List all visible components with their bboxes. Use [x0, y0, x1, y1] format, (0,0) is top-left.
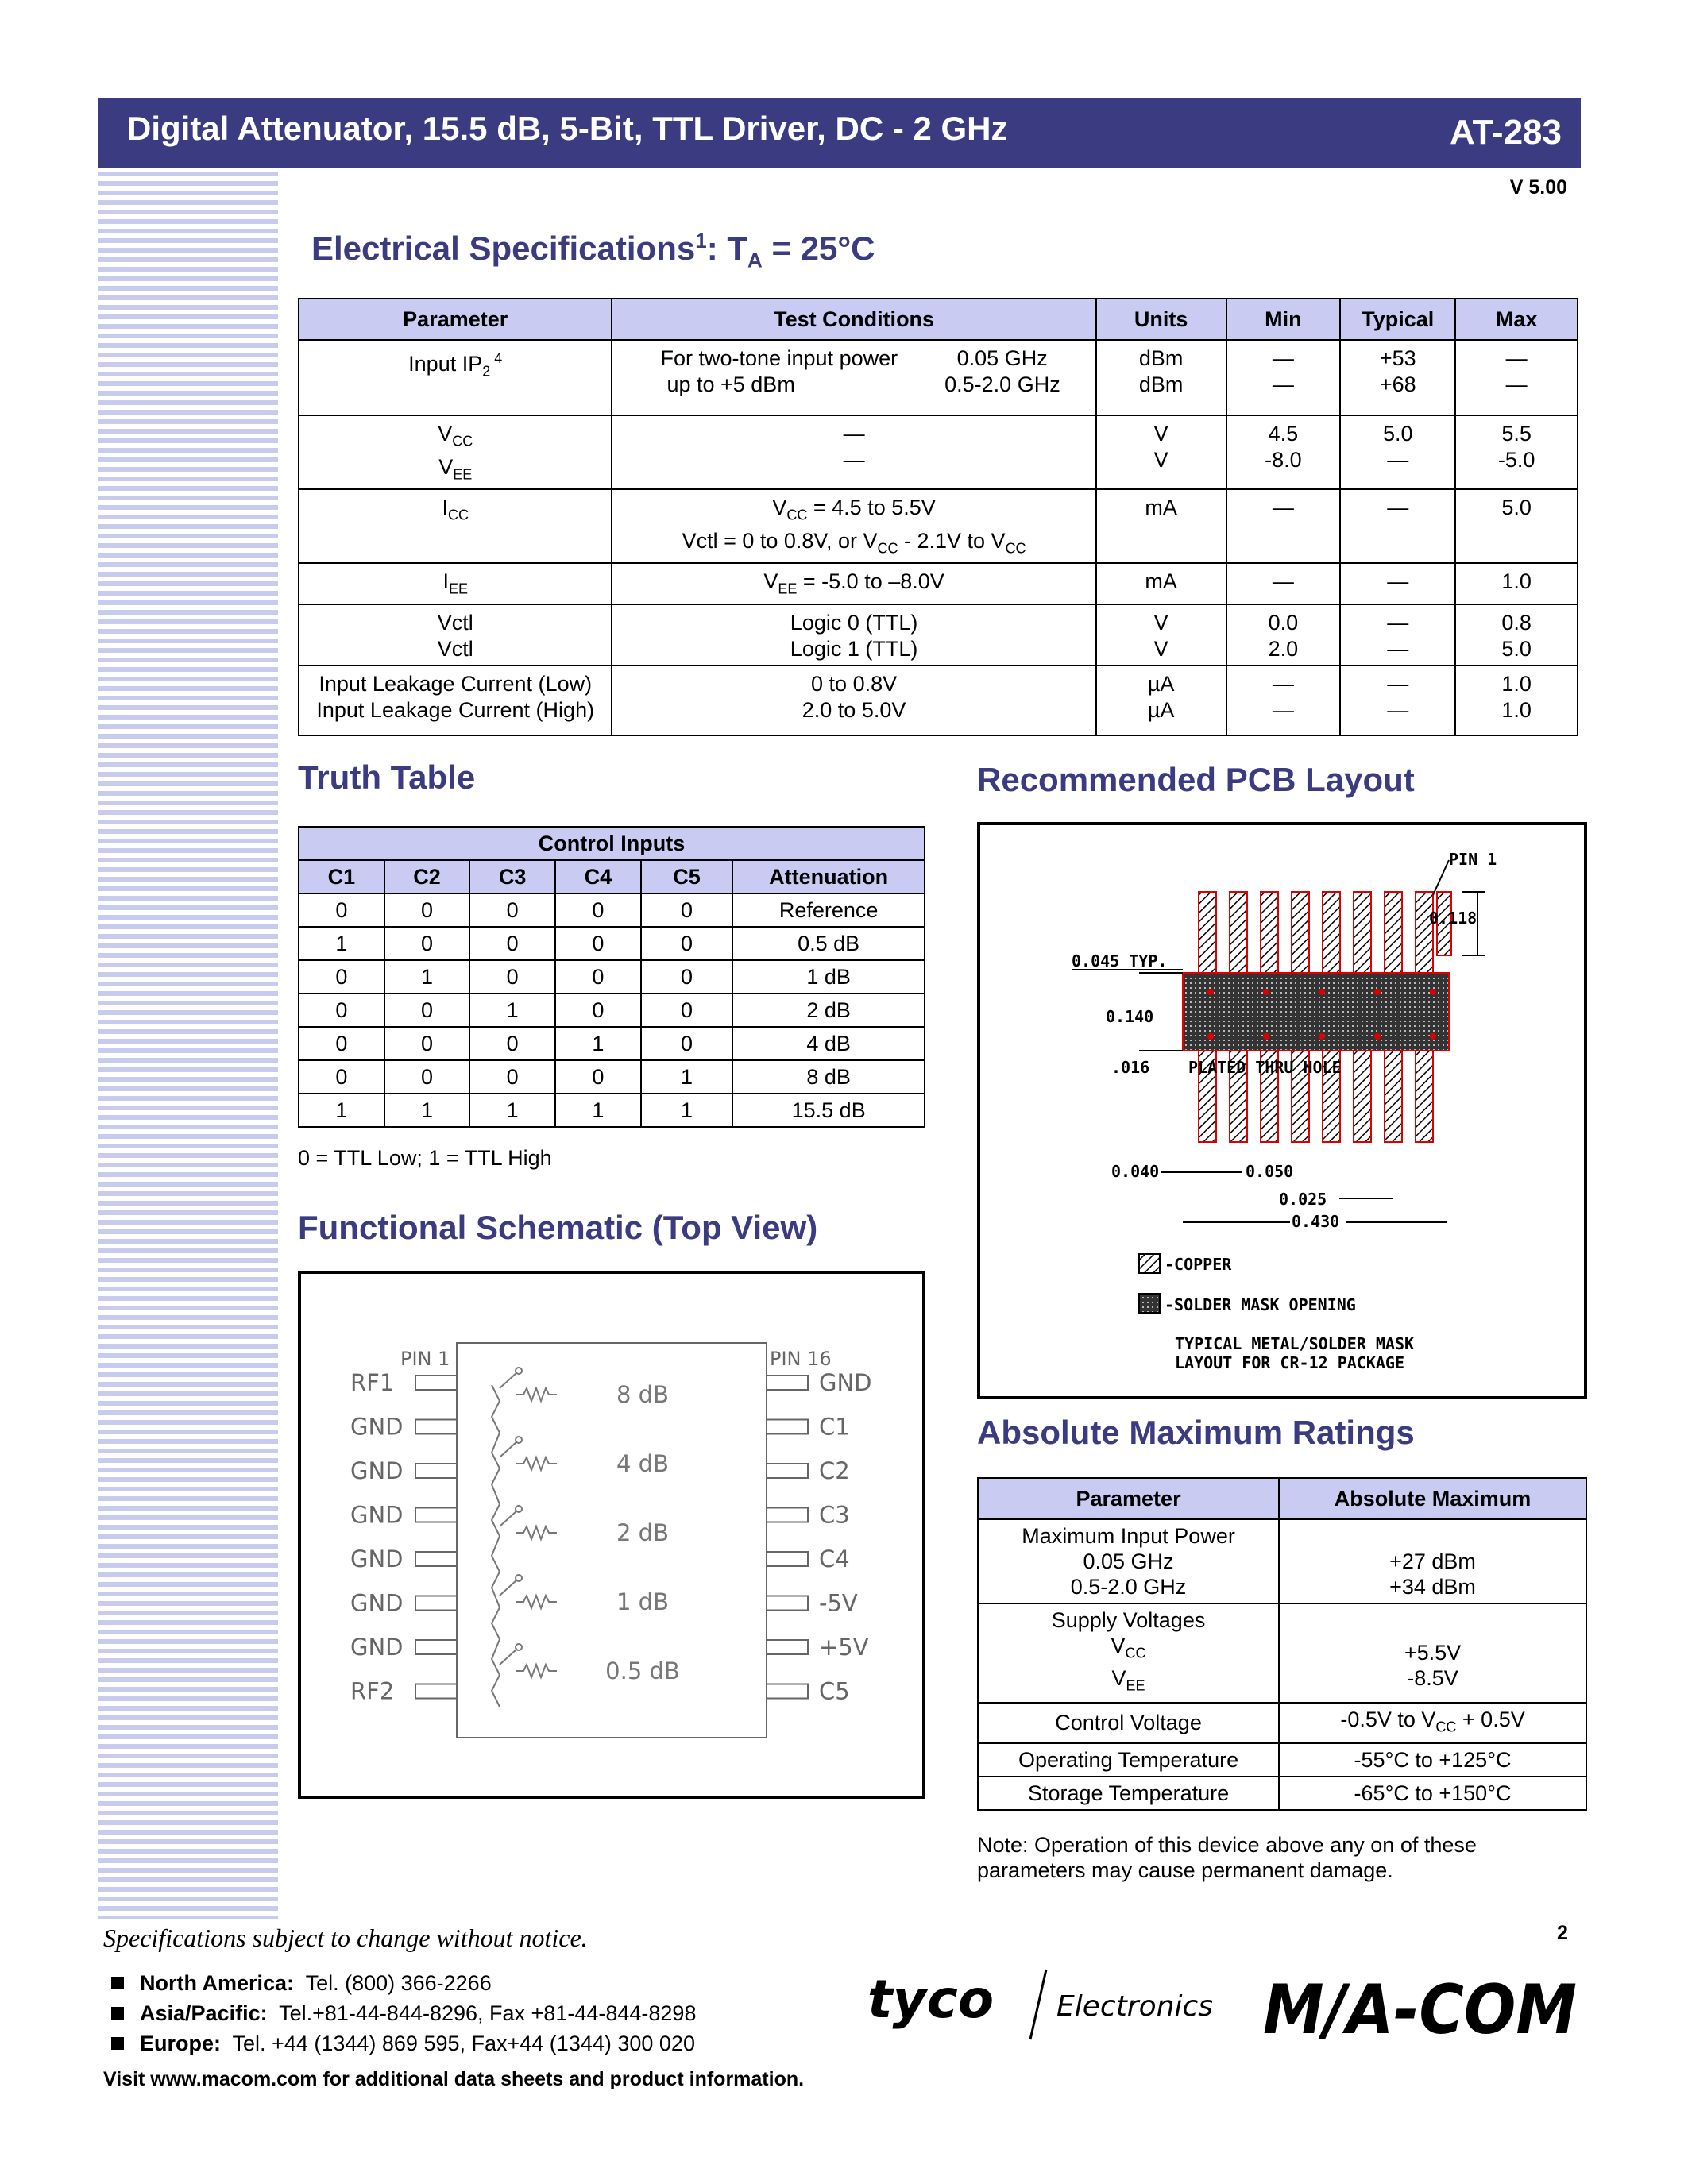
right-pin-lead	[767, 1596, 808, 1611]
contact-north-america: North America: Tel. (800) 366-2266	[111, 1968, 696, 1998]
legend-copper-swatch	[1139, 1254, 1160, 1273]
left-pin-lead	[415, 1596, 457, 1611]
truth-row: 0 0 0 1 0 4 dB	[299, 1027, 925, 1060]
right-pin-lead	[767, 1552, 808, 1566]
legend-copper: -COPPER	[1165, 1255, 1232, 1274]
truth-row: 0 0 1 0 0 2 dB	[299, 994, 925, 1027]
truth-row: 0 0 0 0 0 Reference	[299, 893, 925, 927]
pcb-bottom-pad	[1416, 1051, 1433, 1142]
table-row: Operating Temperature -55°C to +125°C	[978, 1743, 1586, 1777]
table-row: Input Leakage Current (Low) Input Leakage Current (High) 0 to 0.8V 2.0 to 5.0V µA µA — — — — 1.0 1.0	[299, 666, 1578, 735]
right-pin-label: C4	[819, 1545, 850, 1572]
svg-text:M/A-COM: M/A-COM	[1263, 1970, 1577, 2050]
dim-0140: 0.140	[1106, 1007, 1154, 1026]
truth-row: 0 1 0 0 0 1 dB	[299, 960, 925, 994]
table-row: Maximum Input Power 0.05 GHz 0.5-2.0 GHz +27 dBm +34 dBm	[978, 1519, 1586, 1603]
right-pin-lead	[767, 1684, 808, 1699]
right-pin-label: C2	[819, 1457, 850, 1484]
table-row: Supply Voltages $V_{CC}$ $V_{EE}$ +5.5V -8.5V	[978, 1603, 1586, 1703]
dim-0050: 0.050	[1246, 1162, 1294, 1181]
dim-0016: .016	[1111, 1058, 1150, 1077]
left-pin-label: RF1	[350, 1369, 395, 1396]
version: V 5.00	[1509, 176, 1567, 199]
schematic-pin16-label: PIN 16	[770, 1348, 832, 1370]
left-pin-lead	[415, 1684, 457, 1699]
pcb-top-pad	[1199, 892, 1216, 973]
header-bar	[98, 98, 1581, 168]
left-pin-label: RF2	[350, 1677, 395, 1705]
pcb-title: Recommended PCB Layout	[977, 761, 1415, 798]
pcb-caption-line1: TYPICAL METAL/SOLDER MASK	[1175, 1334, 1415, 1353]
spec-change-note: Specifications subject to change without notice.	[103, 1924, 588, 1952]
right-pin-label: C3	[819, 1501, 850, 1529]
truth-row: 1 0 0 0 0 0.5 dB	[299, 927, 925, 960]
right-pin-lead	[767, 1376, 808, 1390]
dim-0430: 0.430	[1292, 1212, 1340, 1231]
plated-via	[1430, 1033, 1436, 1040]
schematic-pin1-label: PIN 1	[400, 1348, 450, 1370]
pcb-top-pad	[1261, 892, 1278, 973]
functional-schematic	[298, 1271, 925, 1799]
left-pin-label: GND	[350, 1457, 404, 1484]
attenuator-stage-label: 0.5 dB	[605, 1657, 680, 1684]
attenuator-stage-label: 2 dB	[616, 1519, 669, 1546]
pcb-top-pad	[1292, 892, 1309, 973]
dim-0040: 0.040	[1111, 1162, 1160, 1181]
macom-logo	[1263, 1962, 1581, 2057]
right-pin-label: GND	[819, 1369, 872, 1396]
truth-table-title: Truth Table	[298, 758, 476, 796]
left-pin-label: GND	[350, 1501, 404, 1529]
schematic-drawing	[301, 1274, 922, 1796]
left-pin-label: GND	[350, 1589, 404, 1617]
legend-mask-swatch	[1139, 1294, 1160, 1313]
left-pin-lead	[415, 1376, 457, 1390]
attenuator-stage-label: 4 dB	[616, 1450, 669, 1477]
right-pin-label: -5V	[819, 1589, 858, 1617]
switch-arm	[500, 1511, 517, 1526]
dim-0118: 0.118	[1429, 909, 1477, 928]
right-pin-label: +5V	[819, 1634, 869, 1661]
plated-thru-hole-label: PLATED THRU HOLE	[1188, 1058, 1342, 1077]
electrical-spec-table	[298, 298, 1578, 736]
pcb-top-pad	[1354, 892, 1371, 973]
truth-row: 1 1 1 1 1 15.5 dB	[299, 1094, 925, 1127]
pcb-top-pad	[1230, 892, 1247, 973]
left-pin-label: GND	[350, 1634, 404, 1661]
switch-arm	[500, 1649, 517, 1665]
part-number: AT-283	[1449, 113, 1562, 152]
schematic-title: Functional Schematic (Top View)	[298, 1209, 818, 1246]
table-header-row: Parameter Test Conditions Units Min Typical Max	[299, 299, 1578, 340]
shunt-resistor	[516, 1596, 557, 1608]
pcb-pin1-label: PIN 1	[1449, 850, 1497, 869]
truth-row: 0 0 0 0 1 8 dB	[299, 1060, 925, 1094]
tyco-electronics-logo	[867, 1954, 1233, 2041]
pcb-layout-figure	[977, 822, 1587, 1399]
attenuator-stage-label: 8 dB	[616, 1381, 669, 1408]
attenuator-stage-label: 1 dB	[616, 1588, 669, 1615]
dim-0045-typ: 0.045 TYP.	[1072, 951, 1168, 970]
series-resistor-chain	[492, 1385, 500, 1707]
dim-0025: 0.025	[1279, 1190, 1327, 1209]
center-ground-pad	[1183, 973, 1449, 1051]
truth-table: Control Inputs C1 C2 C3 C4 C5 Attenuation 0 0 0 0 0 Reference 1 0 0 0 0 0.5 dB 0 1 0 0 0 1 dB 0 0 1 0 0 2 dB 0 0 0 1 0 4 dB 0 0 0 0 1 8 dB 1 1 1 1 1 15.5 dB	[298, 826, 925, 1128]
right-pin-label: C5	[819, 1677, 850, 1705]
left-pin-lead	[415, 1552, 457, 1566]
switch-contact	[516, 1506, 522, 1512]
truth-table-note: 0 = TTL Low; 1 = TTL High	[298, 1146, 552, 1170]
shunt-resistor	[516, 1665, 557, 1677]
plated-via	[1374, 1033, 1381, 1040]
plated-via	[1207, 989, 1214, 995]
pcb-top-pad	[1385, 892, 1402, 973]
table-row: $V_{CC}$ $V_{EE}$ — — V V 4.5 -8.0 5.0 — 5.5 -5.0	[299, 415, 1578, 489]
visit-website-note: Visit www.macom.com for additional data sheets and product information.	[103, 2068, 805, 2090]
table-row: $I_{EE}$ $V_{EE} = -5.0$ to –8.0V mA — — 1.0	[299, 563, 1578, 604]
shunt-resistor	[516, 1388, 557, 1401]
table-row: $I_{CC}$ $V_{CC} = 4.5$ to 5.5V Vctl = 0 to 0.8V, or $V_{CC} - 2.1V$ to $V_{CC}$ mA — — 5.0	[299, 489, 1578, 563]
absmax-note: Note: Operation of this device above any on of these parameters may cause permanent damage.	[977, 1833, 1477, 1882]
right-pin-lead	[767, 1420, 808, 1434]
right-pin-lead	[767, 1508, 808, 1522]
plated-via	[1319, 1033, 1325, 1040]
plated-via	[1374, 989, 1381, 995]
side-stripe-band	[98, 172, 278, 1919]
plated-via	[1263, 1033, 1269, 1040]
plated-via	[1207, 1033, 1214, 1040]
shunt-resistor	[516, 1526, 557, 1539]
right-pin-lead	[767, 1640, 808, 1654]
switch-arm	[500, 1441, 517, 1457]
legend-solder-mask: -SOLDER MASK OPENING	[1165, 1295, 1356, 1314]
plated-via	[1430, 989, 1436, 995]
shunt-resistor	[516, 1457, 557, 1470]
switch-arm	[500, 1580, 517, 1596]
pcb-bottom-pad	[1385, 1051, 1402, 1142]
pcb-caption-line2: LAYOUT FOR CR-12 PACKAGE	[1175, 1353, 1404, 1372]
switch-contact	[516, 1437, 522, 1443]
left-pin-label: GND	[350, 1545, 404, 1572]
plated-via	[1263, 989, 1269, 995]
right-pin-label: C1	[819, 1413, 850, 1441]
left-pin-label: GND	[350, 1413, 404, 1441]
page-number: 2	[1557, 1922, 1568, 1944]
contact-europe: Europe: Tel. +44 (1344) 869 595, Fax+44 (1344) 300 020	[111, 2028, 696, 2059]
contact-list	[111, 1968, 696, 2059]
table-row: Control Voltage -0.5V to $V_{CC} + 0.5V$	[978, 1703, 1586, 1743]
contact-asia-pacific: Asia/Pacific: Tel.+81-44-844-8296, Fax +81-44-844-8298	[111, 1998, 696, 2028]
left-pin-lead	[415, 1464, 457, 1478]
switch-arm	[500, 1372, 517, 1388]
absolute-max-table: Parameter Absolute Maximum Maximum Input Power 0.05 GHz 0.5-2.0 GHz +27 dBm +34 dBm Supply Voltages $V_{CC}$ $V_{EE}$ +5.5V -8.5V Control Voltage -0.5V to $V_{CC} + 0.5V$ Operating Temperature -55°C to +125°C Storage Temperature -65°C to +150°C	[977, 1477, 1587, 1811]
pcb-top-pad	[1323, 892, 1340, 973]
left-pin-lead	[415, 1508, 457, 1522]
table-row: Vctl Vctl Logic 0 (TTL) Logic 1 (TTL) V V 0.0 2.0 — — 0.8 5.0	[299, 604, 1578, 666]
svg-text:tyco: tyco	[867, 1969, 995, 2030]
pcb-top-pad	[1416, 892, 1433, 973]
elec-spec-title: Electrical Specifications$^1$: $T_A = 25^\circ C$	[311, 229, 875, 272]
document-title: Digital Attenuator, 15.5 dB, 5-Bit, TTL Driver, DC - 2 GHz	[127, 110, 1008, 147]
table-row: Input $IP_2$ $^4$ For two-tone input power 0.05 GHz up to +5 dBm 0.5-2.0 GHz dBm dBm — — +53 +68 — —	[299, 340, 1578, 415]
svg-text:Electronics: Electronics	[1056, 1990, 1213, 2023]
left-pin-lead	[415, 1420, 457, 1434]
pcb-bottom-pad	[1354, 1051, 1371, 1142]
absmax-title: Absolute Maximum Ratings	[977, 1414, 1415, 1451]
pcb-drawing	[980, 825, 1584, 1396]
table-row: Storage Temperature -65°C to +150°C	[978, 1777, 1586, 1810]
control-inputs-header: Control Inputs	[299, 827, 925, 860]
plated-via	[1319, 989, 1325, 995]
switch-contact	[516, 1368, 522, 1374]
right-pin-lead	[767, 1464, 808, 1478]
left-pin-lead	[415, 1640, 457, 1654]
switch-contact	[516, 1575, 522, 1581]
switch-contact	[516, 1644, 522, 1650]
